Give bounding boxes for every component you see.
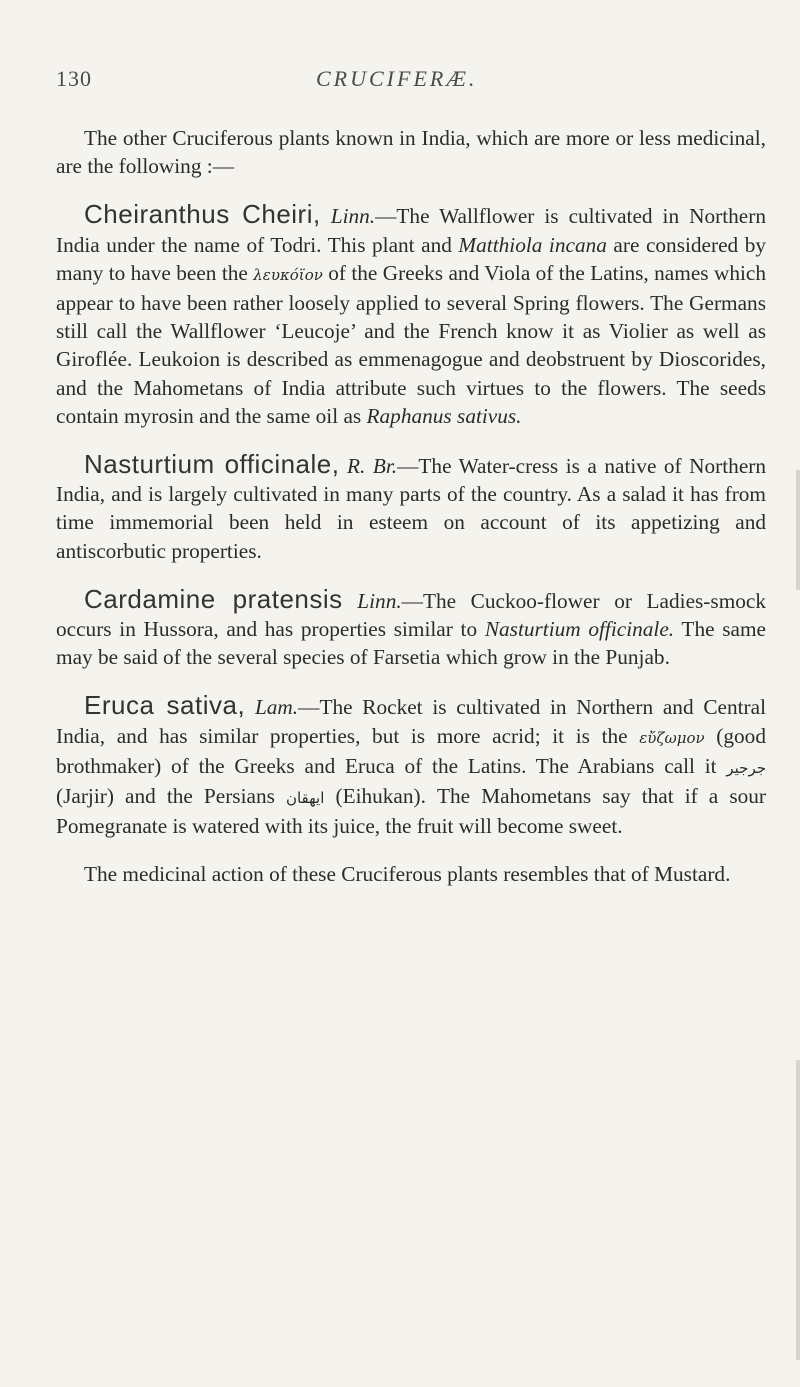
body-text bbox=[56, 124, 766, 889]
greek-word: εὔζωμον bbox=[639, 728, 705, 747]
persian-word: ایهقان bbox=[285, 789, 325, 808]
species-name: Nasturtium officinale, bbox=[84, 449, 340, 480]
species-authority: Linn. bbox=[357, 588, 402, 613]
intro-paragraph: The other Cruciferous plants known in India, which are more or less medicinal, are the following :— bbox=[56, 126, 766, 179]
page-number: 130 bbox=[56, 66, 92, 91]
running-head bbox=[56, 66, 766, 102]
greek-word: λευκόϊον bbox=[253, 265, 323, 284]
italic-species: Nasturtium officinale. bbox=[484, 617, 675, 642]
entry-cardamine bbox=[56, 585, 766, 672]
entry-text: —The Wallflower is cultivated in Northern India under the name of Todri. This plant and bbox=[56, 204, 766, 257]
entry-text: (Eihukan). The Mahometans say that if a sour Pomegranate is watered with its juice, the fruit will become sweet. bbox=[56, 784, 766, 839]
species-authority: Lam. bbox=[254, 695, 299, 720]
entry-nasturtium bbox=[56, 450, 766, 565]
species-name: Cheiranthus Cheiri, bbox=[84, 199, 321, 230]
entry-eruca bbox=[56, 691, 766, 840]
page-edge-stain bbox=[796, 470, 800, 590]
entry-text: —The Water-cress is a native of Northern India, and is largely cultivated in many parts of the country. As a salad it has from time immemorial been held in esteem on account of its appetizing and antiscorbutic properties. bbox=[56, 454, 767, 563]
arabic-word: جرجير bbox=[726, 758, 766, 777]
closing-paragraph: The medicinal action of these Cruciferous plants resembles that of Mustard. bbox=[84, 862, 731, 887]
entry-text: (good brothmaker) of the Greeks and Eruca of the Latins. The Arabians call it bbox=[56, 723, 766, 778]
entry-text: —The Cuckoo-flower or Ladies-smock occurs in Hussora, and has properties similar to bbox=[56, 588, 767, 642]
entry-text: The same may be said of the several species of Farsetia which grow in the Punjab. bbox=[56, 617, 766, 670]
entry-text: —The Rocket is cultivated in Northern and Central India, and has similar properties, but is more acrid; it is the bbox=[56, 695, 767, 748]
entry-text: are considered by many to have been the bbox=[56, 232, 767, 285]
species-authority: Linn. bbox=[330, 204, 376, 229]
entry-text: (Jarjir) and the Persians bbox=[56, 784, 286, 809]
italic-species: Raphanus sativus. bbox=[366, 403, 522, 428]
entry-cheiranthus bbox=[56, 200, 766, 430]
species-name: Cardamine pratensis bbox=[84, 583, 343, 614]
running-title: CRUCIFERÆ. bbox=[316, 66, 478, 91]
italic-species: Matthiola incana bbox=[458, 232, 607, 257]
species-authority: R. Br. bbox=[347, 454, 398, 479]
species-name: Eruca sativa, bbox=[84, 690, 246, 721]
entry-text: of the Greeks and Viola of the Latins, names which appear to have been rather loosely applied to several Spring flowers. The Germans still call the Wallflower ‘Leucoje’ and the French know it as Violier as well as Giroflée. Leukoion is described as emmenagogue and deobstruent by Dioscorides, and the Mahometans of India attribute such virtues to the flowers. The seeds contain myrosin and the same oil as bbox=[56, 260, 766, 428]
page-edge-stain bbox=[796, 1060, 800, 1360]
